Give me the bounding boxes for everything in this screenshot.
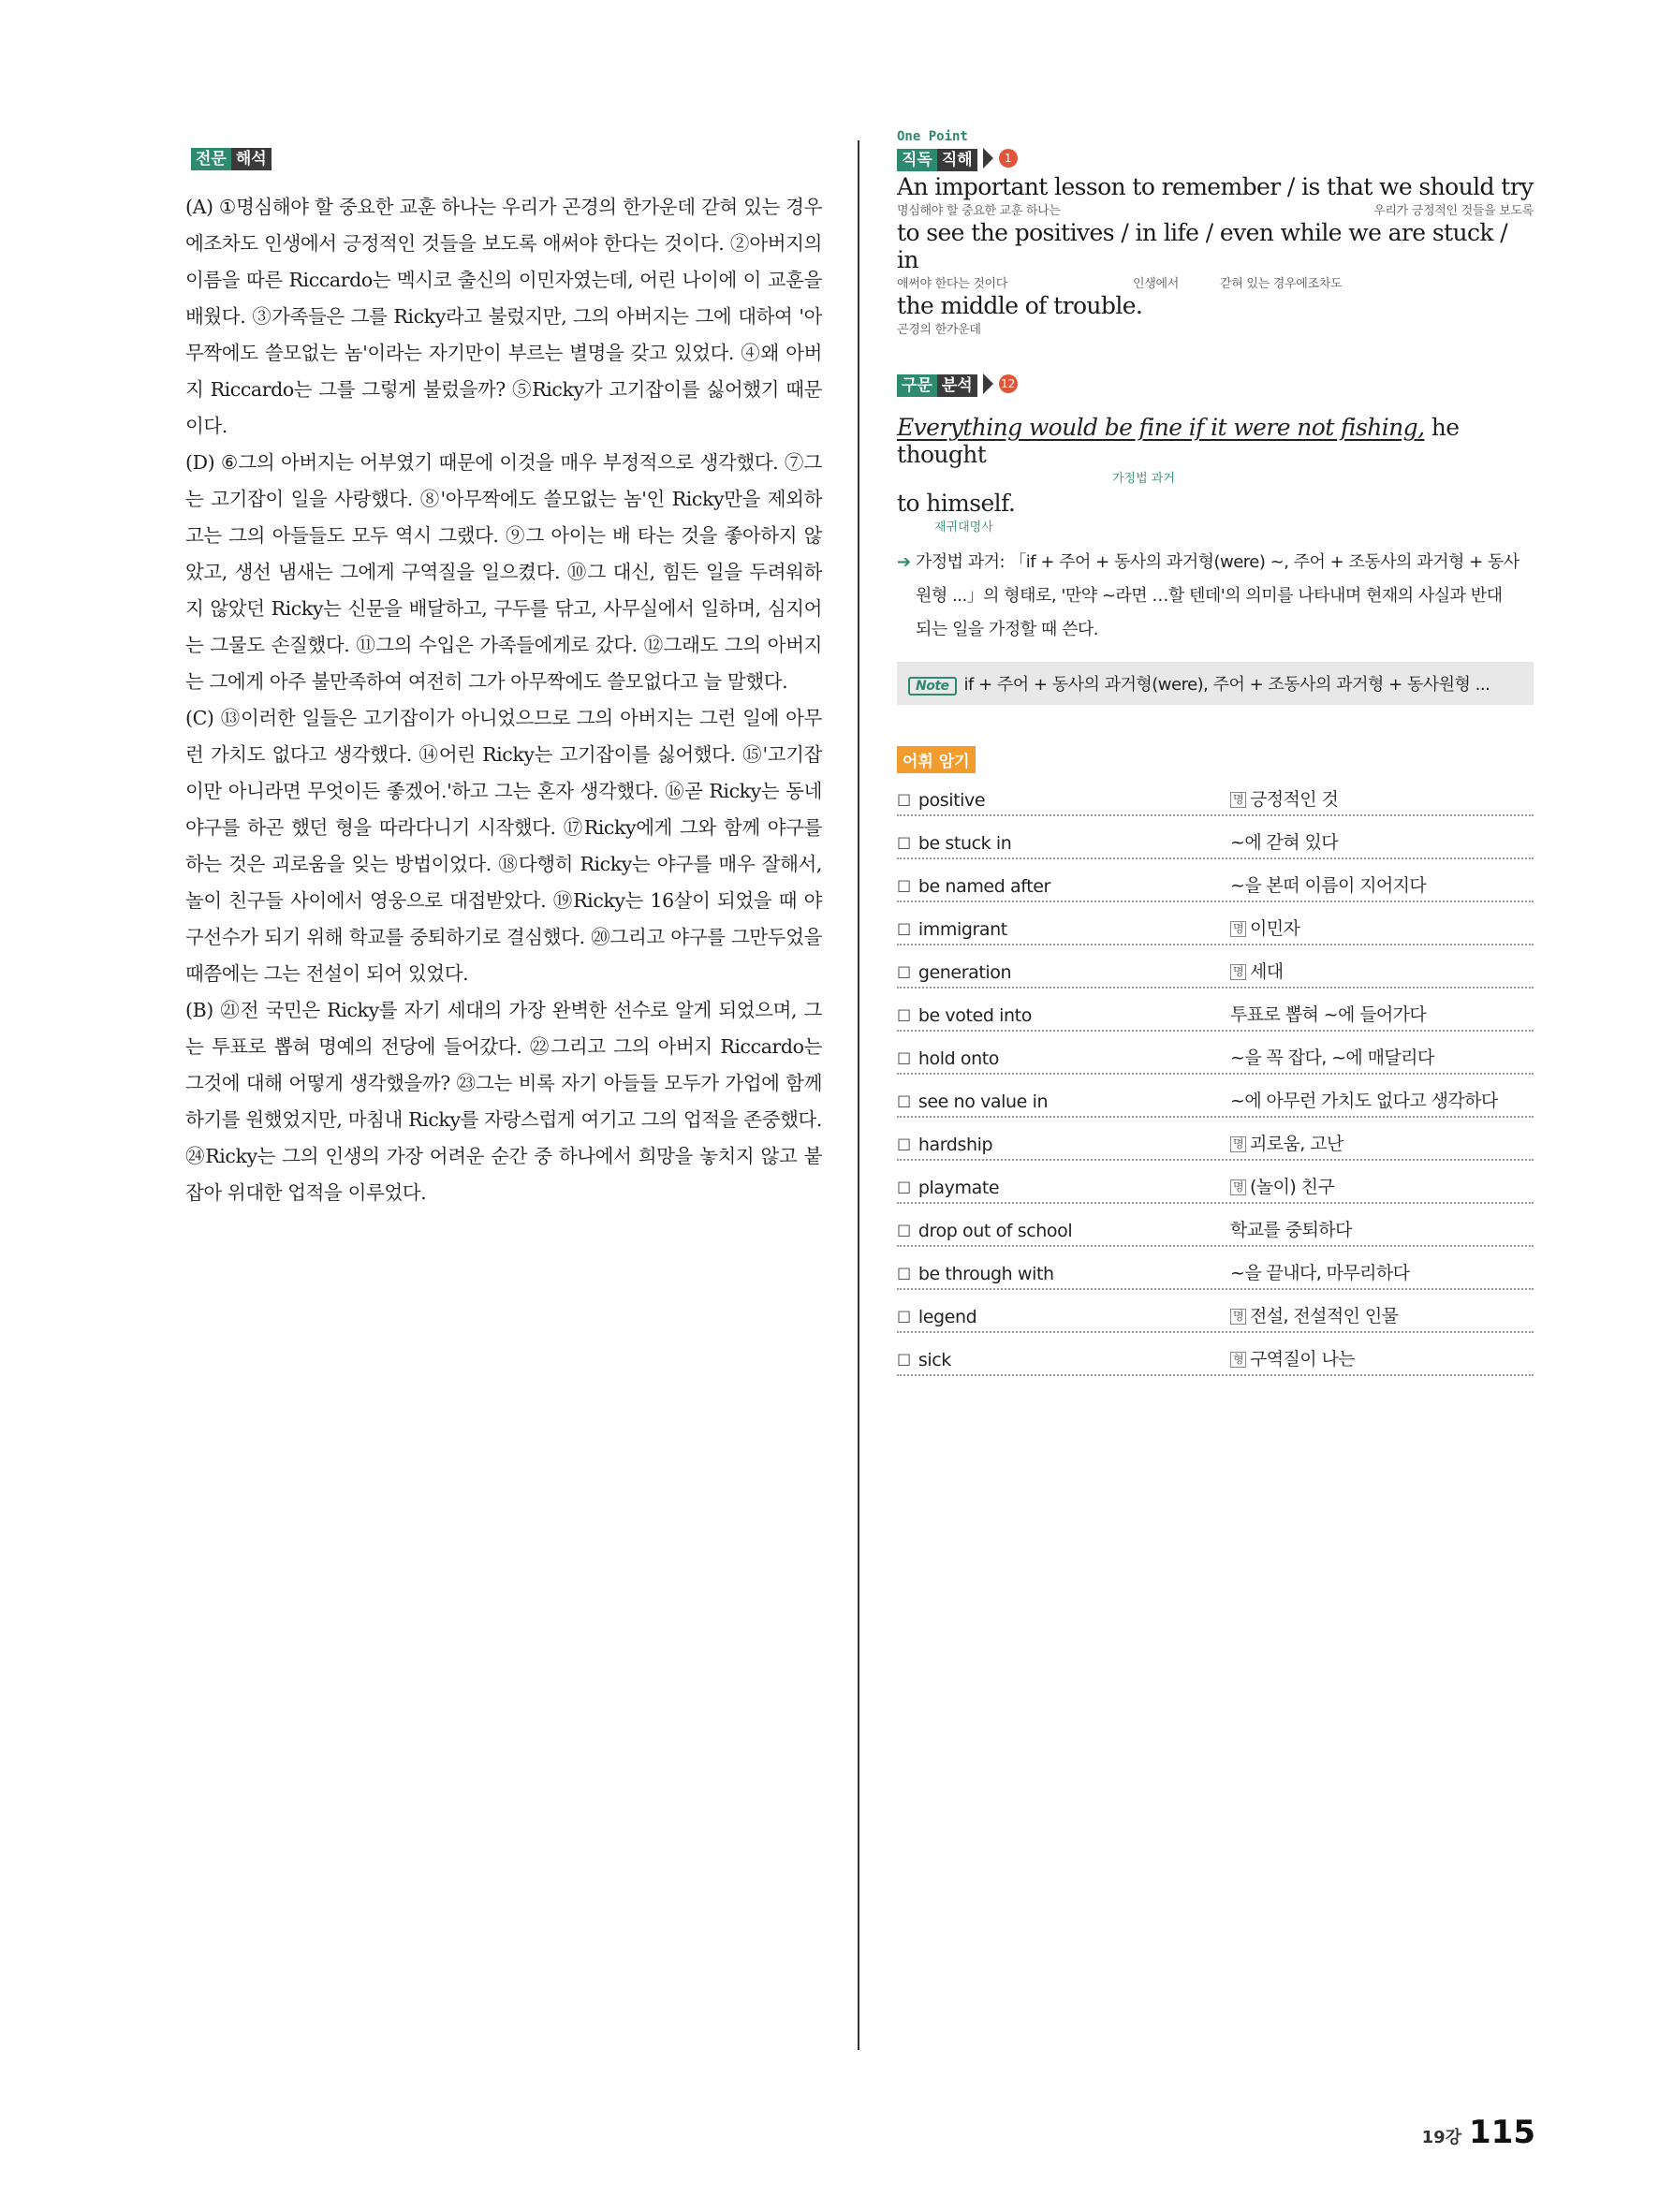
vocab-meaning: 명 세대	[1230, 958, 1284, 983]
paragraph-c: (C) ⑬이러한 일들은 고기잡이가 아니었으므로 그의 아버지는 그런 일에 아무런 가치도 없다고 생각했다. ⑭어린 Ricky는 고기잡이를 싫어했다. ⑮'고기잡이만 아니라면 무엇이든 좋겠어.'하고 그는 혼자 생각했다. ⑯곧 Ricky는 동네야구를 하곤 했던 형을 따라다니기 시작했다. ⑰Ricky에게 그와 함께 야구를 하는 것은 괴로움을 잊는 방법이었다. ⑱다행히 Ricky는 야구를 매우 잘해서, 놀이 친구들 사이에서 영웅으로 대접받았다. ⑲Ricky는 16살이 되었을 때 야구선수가 되기 위해 학교를 중퇴하기로 결심했다. ⑳그리고 야구를 그만두었을 때쯤에는 그는 전설이 되어 있었다.	[185, 707, 822, 985]
grammar-explanation: ➔ 가정법 과거: 「if + 주어 + 동사의 과거형(were) ~, 주어 + 조동사의 과거형 + 동사 원형 ...」의 형태로, '만약 ~라면 …할 텐데'의 의미를 나타내며 현재의 사실과 반대 되는 일을 가정할 때 쓴다.	[897, 552, 1520, 639]
vocab-meaning: ~을 끝내다, 마무리하다	[1230, 1263, 1410, 1283]
gloss: 애써야 한다는 것이다	[897, 277, 1007, 291]
vocab-meaning: ~을 본떠 이름이 지어지다	[1230, 875, 1427, 896]
gloss: 명심해야 할 중요한 교훈 하나는	[897, 204, 1061, 218]
analysis-sentence: Everything would be fine if it were not fishing, he thought	[897, 414, 1460, 468]
vocab-row	[897, 773, 1534, 816]
vocab-meaning: ~에 아무런 가치도 없다고 생각하다	[1230, 1091, 1498, 1111]
syntax-analysis-section: 구문 분석 12 Everything would be fine if it were not fishing, he thought 가정법 과거 to himself. 재귀대명사 ➔ 가정법 과거: 「if + 주어 + 동사의 과거형(were) ~, 주어 + 조동사의 과거형 + 동사 원형 ...」의 형태로, '만약 ~라면 …할 텐데'의 의미를 나타내며 현재의 사실과 반대 되는 일을 가정할 때 쓴다. Note if + 주어 + 동사의 과거형(were), 주어 + 조동사의 과거형 + 동사원형 ...	[897, 372, 1534, 705]
vocab-row	[897, 1247, 1534, 1290]
part-of-speech: 명	[1230, 792, 1246, 808]
vocab-row	[897, 1333, 1534, 1376]
vocab-term: ☐ sick	[897, 1350, 1230, 1370]
vocab-term: ☐ be through with	[897, 1264, 1230, 1284]
vocab-row	[897, 816, 1534, 859]
right-column	[897, 129, 1534, 1376]
vocab-term: ☐ hold onto	[897, 1048, 1230, 1069]
vocab-row	[897, 1118, 1534, 1161]
full-translation-badge: 전문 해석	[185, 148, 277, 170]
arrow-icon	[983, 374, 993, 394]
part-of-speech: 명	[1230, 964, 1246, 980]
part-of-speech: 명	[1230, 1136, 1246, 1152]
direct-translation-header: 직독 직해 1	[897, 146, 1534, 169]
vocab-term: ☐ playmate	[897, 1178, 1230, 1198]
vocab-term: ☐ be voted into	[897, 1005, 1230, 1026]
vocab-term: ☐ positive	[897, 790, 1230, 811]
vocabulary-list	[897, 773, 1534, 1376]
translation-body	[185, 189, 822, 1211]
part-of-speech: 명	[1230, 921, 1246, 937]
vocab-row	[897, 1075, 1534, 1118]
vocab-meaning: 명 전설, 전설적인 인물	[1230, 1302, 1398, 1327]
column-divider	[858, 140, 859, 2050]
vocab-term: ☐ be stuck in	[897, 833, 1230, 854]
vocab-row	[897, 1161, 1534, 1204]
translation-line-2: to see the positives / in life / even while we are stuck / in 애써야 한다는 것이다 인생에서 갇혀 있는 경우에조차도	[897, 219, 1508, 291]
vocab-meaning: 학교를 중퇴하다	[1230, 1220, 1352, 1240]
note-box: Note if + 주어 + 동사의 과거형(were), 주어 + 조동사의 과거형 + 동사원형 ...	[897, 662, 1534, 705]
part-of-speech: 형	[1230, 1352, 1246, 1368]
vocab-row	[897, 1204, 1534, 1247]
vocab-row	[897, 859, 1534, 902]
vocab-term: ☐ immigrant	[897, 919, 1230, 940]
translation-line-3: the middle of trouble. 곤경의 한가운데	[897, 292, 1143, 337]
vocab-meaning: ~을 꼭 잡다, ~에 매달리다	[1230, 1047, 1434, 1068]
syntax-analysis-header: 구문 분석 12	[897, 372, 1534, 395]
vocabulary-section	[897, 746, 1534, 1376]
translation-line-1: An important lesson to remember / is that we should try 명심해야 할 중요한 교훈 하나는 우리가 긍정적인 것들을 보도록	[897, 173, 1534, 218]
gloss: 우리가 긍정적인 것들을 보도록	[1373, 204, 1534, 218]
vocab-meaning: 명 괴로움, 고난	[1230, 1130, 1343, 1155]
vocabulary-tag: 어휘 암기	[897, 746, 976, 773]
gloss: 곤경의 한가운데	[897, 323, 981, 337]
one-point-label: One Point	[897, 129, 968, 144]
vocab-meaning: 투표로 뽑혀 ~에 들어가다	[1230, 1004, 1427, 1025]
vocab-meaning: 명 (놀이) 친구	[1230, 1173, 1334, 1198]
vocab-term: ☐ legend	[897, 1307, 1230, 1327]
vocab-row	[897, 1290, 1534, 1333]
vocab-term: ☐ be named after	[897, 876, 1230, 897]
part-of-speech: 명	[1230, 1309, 1246, 1325]
vocab-term: ☐ generation	[897, 962, 1230, 983]
arrow-icon: ➔	[897, 552, 911, 572]
paragraph-b: (B) ㉑전 국민은 Ricky를 자기 세대의 가장 완벽한 선수로 알게 되었으며, 그는 투표로 뽑혀 명예의 전당에 들어갔다. ㉒그리고 그의 아버지 Riccardo는 그것에 대해 어떻게 생각했을까? ㉓그는 비록 자기 아들들 모두가 가업에 함께하기를 원했었지만, 마침내 Ricky를 자랑스럽게 여기고 그의 업적을 존중했다. ㉔Ricky는 그의 인생의 가장 어려운 순간 중 하나에서 희망을 놓치지 않고 붙잡아 위대한 업적을 이루었다.	[185, 999, 822, 1204]
grammar-label: 가정법 과거	[1112, 472, 1175, 486]
vocab-term: ☐ hardship	[897, 1135, 1230, 1155]
full-translation-section	[185, 148, 822, 1211]
note-tag: Note	[908, 677, 957, 696]
arrow-icon	[983, 148, 993, 168]
vocab-meaning: ~에 갇혀 있다	[1230, 832, 1338, 853]
vocab-meaning: 명 이민자	[1230, 915, 1299, 940]
vocab-term: ☐ drop out of school	[897, 1221, 1230, 1241]
paragraph-a: (A) ①명심해야 할 중요한 교훈 하나는 우리가 곤경의 한가운데 갇혀 있는 경우에조차도 인생에서 긍정적인 것들을 보도록 애써야 한다는 것이다. ②아버지의 이름을 따른 Riccardo는 멕시코 출신의 이민자였는데, 어린 나이에 이 교훈을 배웠다. ③가족들은 그를 Ricky라고 불렀지만, 그의 아버지는 그에 대하여 '아무짝에도 쓸모없는 놈'이라는 자기만이 부르는 별명을 갖고 있었다. ④왜 아버지 Riccardo는 그를 그렇게 불렀을까? ⑤Ricky가 고기잡이를 싫어했기 때문이다.	[185, 196, 822, 437]
vocab-meaning: 명 긍정적인 것	[1230, 785, 1338, 811]
gloss: 갇혀 있는 경우에조차도	[1220, 277, 1343, 291]
sentence-number-badge: 12	[999, 374, 1018, 393]
vocab-term: ☐ see no value in	[897, 1091, 1230, 1112]
paragraph-d: (D) ⑥그의 아버지는 어부였기 때문에 이것을 매우 부정적으로 생각했다. ⑦그는 고기잡이 일을 사랑했다. ⑧'아무짝에도 쓸모없는 놈'인 Ricky만을 제외하고는 그의 아들들도 모두 역시 그랬다. ⑨그 아이는 배 타는 것을 좋아하지 않았고, 생선 냄새는 그에게 구역질을 일으켰다. ⑩그 대신, 힘든 일을 두려워하지 않았던 Ricky는 신문을 배달하고, 구두를 닦고, 사무실에서 일하며, 심지어는 그물도 손질했다. ⑪그의 수입은 가족들에게로 갔다. ⑫그래도 그의 아버지는 그에게 아주 불만족하여 여전히 그가 아무짝에도 쓸모없다고 늘 말했다.	[185, 451, 822, 693]
gloss: 인생에서	[1133, 277, 1180, 291]
sentence-number-badge: 1	[999, 149, 1018, 168]
grammar-label: 재귀대명사	[934, 520, 993, 535]
vocab-row	[897, 945, 1534, 989]
part-of-speech: 명	[1230, 1179, 1246, 1195]
vocab-meaning: 형 구역질이 나는	[1230, 1345, 1355, 1370]
vocab-row	[897, 989, 1534, 1032]
vocab-row	[897, 902, 1534, 945]
page-number: 19강 115	[1421, 2114, 1535, 2151]
vocab-row	[897, 1032, 1534, 1075]
